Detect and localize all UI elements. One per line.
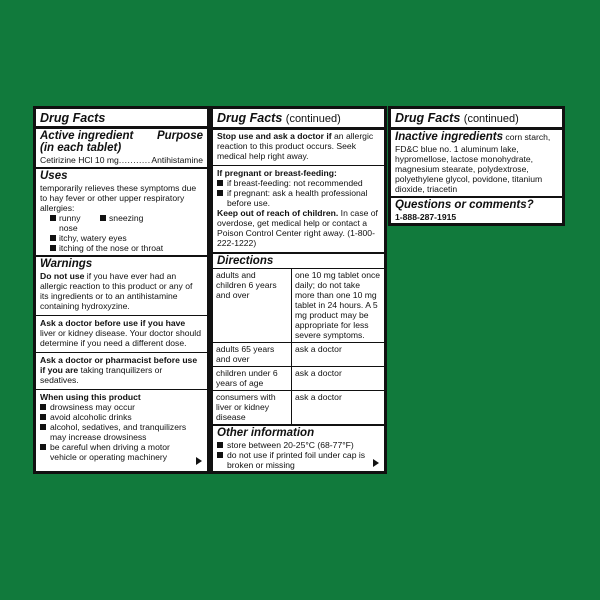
keep-out-of-reach: Keep out of reach of children. In case of overdose, get medical help or contact a Poison Control Center right away. (1-800-222-1222): [217, 208, 378, 248]
use-item: itching of the nose or throat: [50, 243, 203, 253]
purpose-heading: Purpose: [156, 130, 203, 142]
questions-title: Questions or comments?: [395, 199, 534, 211]
list-item: if pregnant: ask a health professional before use.: [217, 188, 380, 208]
continue-arrow-icon: [373, 459, 379, 467]
list-item: alcohol, sedatives, and tranquilizers may increase drowsiness: [40, 422, 203, 442]
directions-who: adults and children 6 years and over: [213, 269, 292, 343]
ingredient-purpose: Antihistamine: [151, 155, 203, 165]
directions-what: one 10 mg tablet once daily; do not take more than one 10 mg tablet in 24 hours. A 5 mg product may be appropriate for less severe symptoms.: [292, 269, 385, 343]
table-row: [213, 343, 384, 367]
stop-use-warning: Stop use and ask a doctor if an allergic reaction to this product occurs. Seek medical help right away.: [217, 131, 374, 161]
uses-bullets: [40, 213, 203, 233]
directions-table: [213, 268, 384, 424]
uses-text: temporarily relieves these symptoms due to hay fever or other upper respiratory allergies:: [40, 183, 197, 213]
directions-what: ask a doctor: [292, 343, 385, 367]
drug-facts-panel-2: [210, 106, 387, 474]
panel-title: Drug Facts (continued): [395, 111, 519, 125]
uses-title: Uses: [40, 170, 68, 182]
directions-what: ask a doctor: [292, 367, 385, 391]
list-item: store between 20-25°C (68-77°F): [217, 440, 380, 450]
when-using-list: [40, 402, 203, 462]
use-item: sneezing: [100, 213, 203, 233]
ask-doctor-text: liver or kidney disease. Your doctor should determine if you need a different dose.: [40, 328, 201, 348]
drug-facts-panel-1: [33, 106, 210, 474]
table-row: [213, 367, 384, 391]
ask-doctor-heading: Ask a doctor before use if you have: [40, 318, 186, 328]
drug-facts-panel-3: [388, 106, 565, 226]
directions-title: Directions: [217, 255, 274, 267]
do-not-use-warning: Do not use if you have ever had an allergic reaction to this product or any of its ingredients or to an antihistamine containing hydroxyzine.: [40, 271, 193, 311]
active-subheading: (in each tablet): [40, 142, 122, 154]
use-item: runny nose: [50, 213, 98, 233]
panel-title: Drug Facts: [40, 111, 106, 125]
list-item: if breast-feeding: not recommended: [217, 178, 380, 188]
inactive-ingredients: Inactive ingredients corn starch, FD&C blue no. 1 aluminum lake, hypromellose, lactose monohydrate, magnesium stearate, polydextrose, polyethylene glycol, povidone, titanium dioxide, triacetin: [395, 131, 551, 194]
active-ingredient-header: [40, 129, 203, 142]
phone-number: 1-888-287-1915: [395, 212, 457, 222]
active-heading: Active ingredient: [40, 130, 134, 142]
ask-pharmacist-warning: Ask a doctor or pharmacist before use if you are taking tranquilizers or sedatives.: [40, 355, 198, 385]
other-info-title: Other information: [217, 427, 315, 439]
panel-title: Drug Facts (continued): [217, 111, 341, 125]
continue-arrow-icon: [196, 457, 202, 465]
directions-who: adults 65 years and over: [213, 343, 292, 367]
list-item: avoid alcoholic drinks: [40, 412, 203, 422]
when-using-heading: When using this product: [40, 392, 141, 402]
use-item: itchy, watery eyes: [50, 233, 203, 243]
list-item: be careful when driving a motor vehicle or operating machinery: [40, 442, 203, 462]
other-info-list: [217, 440, 380, 470]
table-row: [213, 391, 384, 425]
warnings-title: Warnings: [40, 258, 93, 270]
pregnancy-list: [217, 178, 380, 208]
pregnancy-heading: If pregnant or breast-feeding:: [217, 168, 337, 178]
ingredient-line: [40, 155, 203, 165]
directions-who: children under 6 years of age: [213, 367, 292, 391]
leader-dots: [119, 155, 152, 165]
directions-what: ask a doctor: [292, 391, 385, 425]
directions-who: consumers with liver or kidney disease: [213, 391, 292, 425]
ingredient-name: Cetirizine HCl 10 mg: [40, 155, 119, 165]
table-row: [213, 269, 384, 343]
list-item: do not use if printed foil under cap is broken or missing: [217, 450, 380, 470]
list-item: drowsiness may occur: [40, 402, 203, 412]
